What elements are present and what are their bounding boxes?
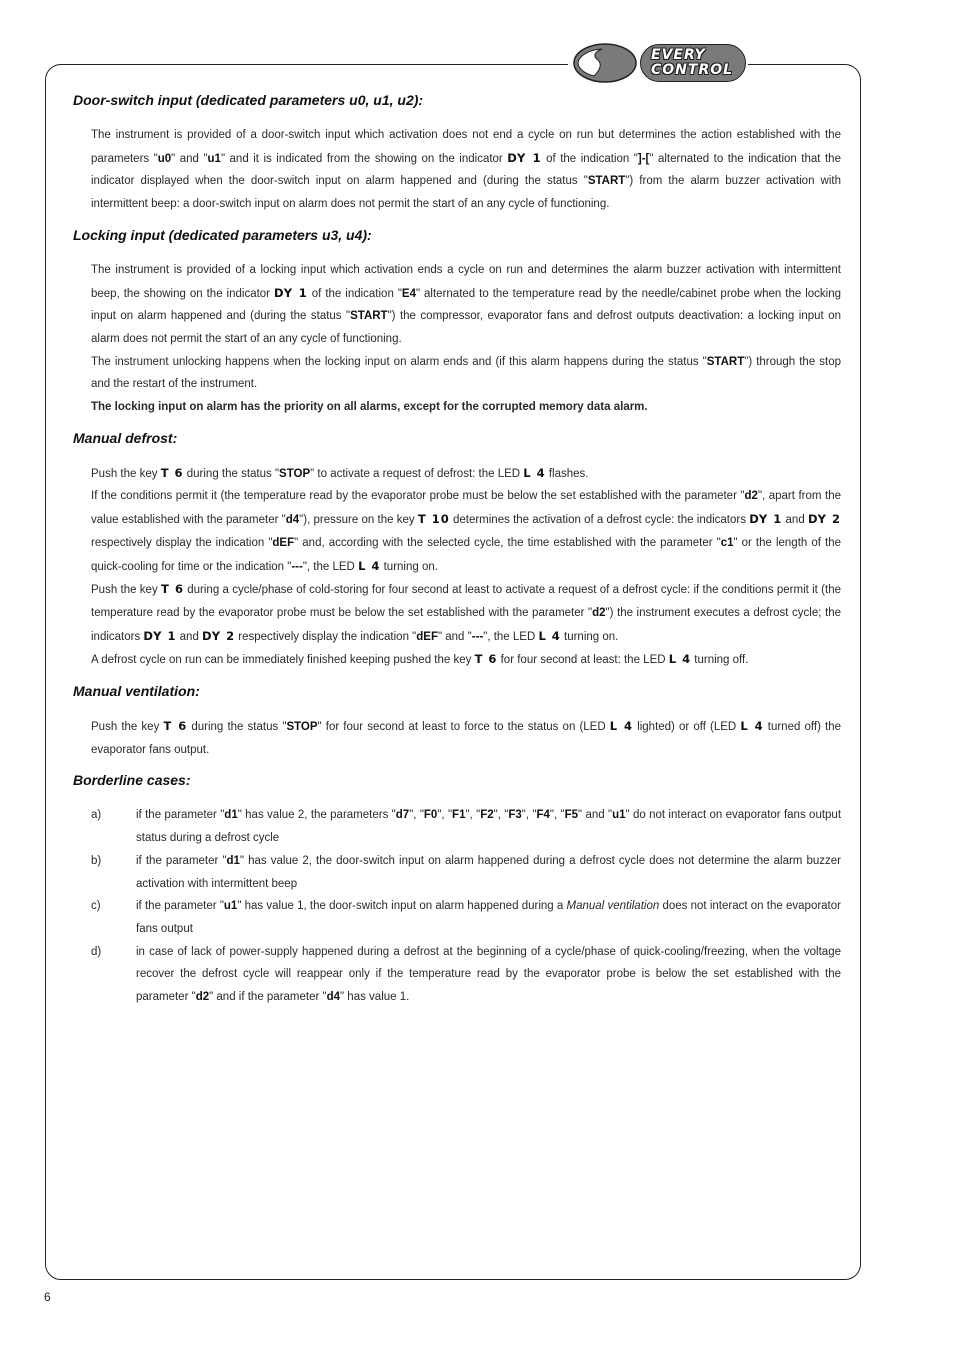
paragraph: Push the key T 6 during the status "STOP" to activate a request of defrost: the LED L 4 flashes. [91,465,589,480]
logo-line-2: CONTROL [651,62,734,78]
list-item: b) if the parameter "d1" has value 2, the door-switch input on alarm happened during a defrost cycle does not determine the alarm buzzer activation with intermittent beep [91,854,841,890]
logo-line-1: EVERY [651,47,706,63]
list-item: c) if the parameter "u1" has value 1, the door-switch input on alarm happened during a Manual ventilation does not interact on the evaporator fans output [91,900,841,935]
list-item: a) if the parameter "d1" has value 2, the parameters "d7", "F0", "F1", "F2", "F3", "F4", "F5" and "u1" do not interact on evaporator fans output status during a defrost cycle [91,809,842,845]
main-content [73,88,841,1016]
paragraph: If the conditions permit it (the temperature read by the evaporator probe must be below the set established with the parameter "d2", apart from the value established with the parameter "d4"), pressure on the key T 10 determines the activation of a defrost cycle: the indicators DY 1 and DY 2 respectively display the indication "dEF" and, according with the selected cycle, the time established with the parameter "c1" or the length of the quick-cooling for time or the indication "---", the LED L 4 turning on. [91,490,842,573]
list-item: d) in case of lack of power-supply happened during a defrost at the beginning of a cycle/phase of quick-cooling/freezing, when the voltage recover the defrost cycle will reappear only if the temperature read by the evaporator probe is below the set established with the parameter "d2" and if the parameter "d4" has value 1. [91,945,841,1004]
section-locking [73,223,841,419]
logo-text-pill [640,44,746,82]
paragraph: The instrument unlocking happens when the locking input on alarm ends and (if this alarm happens during the status "START") through the stop and the restart of the instrument. [91,355,841,391]
brand-logo [572,42,748,84]
section-borderline-cases [73,768,841,1008]
paragraph: Push the key T 6 during the status "STOP" for four second at least to force to the status on (LED L 4 lighted) or off (LED L 4 turned off) the evaporator fans output. [91,719,841,756]
paragraph: The instrument is provided of a locking input which activation ends a cycle on run and determines the alarm buzzer activation with intermittent beep, the showing on the indicator DY 1 of the indication "E4" alternated to the temperature read by the needle/cabinet probe when the locking input on alarm happened and (during the status "START") the compressor, evaporator fans and defrost outputs deactivation: a locking input on alarm does not permit the start of an any cycle of functioning. [91,263,841,345]
heading-borderline-cases: Borderline cases: [73,772,191,789]
section-door-switch [73,88,841,216]
heading-manual-ventilation: Manual ventilation: [73,683,200,700]
paragraph: Push the key T 6 during a cycle/phase of cold-storing for four second at least to activate a request of a defrost cycle: if the conditions permit it (the temperature read by the evaporator probe must be below the set established with the parameter "d2") the instrument executes a defrost cycle; the indicators DY 1 and DY 2 respectively display the indication "dEF" and "---", the LED L 4 turning on. [91,582,842,643]
logo-mark-icon [572,42,638,84]
page-number: 6 [44,1290,51,1304]
paragraph: The instrument is provided of a door-switch input which activation does not end a cycle on run but determines the action established with the parameters "u0" and "u1" and it is indicated from the showing on the indicator DY 1 of the indication "]-[" alternated to the indication that the indicator displayed when the door-switch input on alarm happened and (during the status "START") from the alarm buzzer activation with intermittent beep: a door-switch input on alarm does not permit the start of an any cycle of functioning. [91,129,842,211]
paragraph: A defrost cycle on run can be immediately finished keeping pushed the key T 6 for four second at least: the LED L 4 turning off. [91,652,749,667]
section-manual-defrost [73,426,841,672]
heading-door-switch: Door-switch input (dedicated parameters u0, u1, u2): [73,92,424,108]
paragraph-priority-note: The locking input on alarm has the priority on all alarms, except for the corrupted memory data alarm. [91,401,648,414]
heading-locking: Locking input (dedicated parameters u3, u4): [73,226,372,243]
heading-manual-defrost: Manual defrost: [73,429,178,446]
section-manual-ventilation [73,679,841,761]
